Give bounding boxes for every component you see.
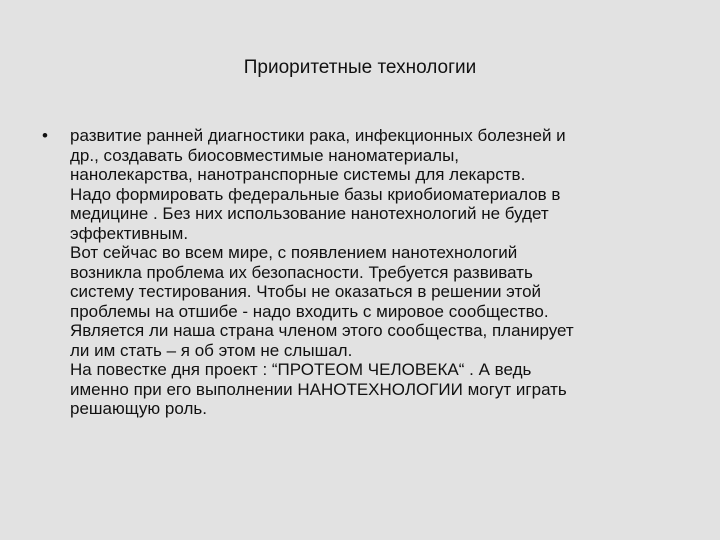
bullet-text-line: нанолекарства, нанотранспорные системы для лекарств. xyxy=(70,165,526,184)
slide-title: Приоритетные технологии xyxy=(243,57,477,78)
bullet-text-line: систему тестирования. Чтобы не оказаться в решении этой xyxy=(70,282,542,301)
bullet-text-line: возникла проблема их безопасности. Требуется развивать xyxy=(70,262,533,282)
bullet-text-line: др., создавать биосовместимые наноматериалы, xyxy=(70,145,460,165)
bullet-text-line: медицине . Без них использование нанотехнологий не будет xyxy=(70,204,549,223)
bullet-list xyxy=(36,126,696,419)
bullet-text-line: проблемы на отшибе - надо входить с мировое сообщество. xyxy=(70,301,549,321)
bullet-text-line: Является ли наша страна членом этого сообщества, планирует xyxy=(70,321,574,340)
bullet-text-line: решающую роль. xyxy=(70,399,207,418)
bullet-text-line: именно при его выполнении НАНОТЕХНОЛОГИИ могут играть xyxy=(70,379,567,399)
bullet-text-line: На повестке дня проект : “ПРОТЕОМ ЧЕЛОВЕКА“ . А ведь xyxy=(70,360,532,379)
bullet-icon: • xyxy=(42,126,48,145)
bullet-item xyxy=(36,126,696,419)
bullet-text-line: развитие ранней диагностики рака, инфекционных болезней и xyxy=(70,126,566,145)
bullet-text-line: эффективным. xyxy=(70,223,189,243)
bullet-text-line: Надо формировать федеральные базы криобиоматериалов в xyxy=(70,184,561,204)
bullet-text-line: Вот сейчас во всем мире, с появлением нанотехнологий xyxy=(70,243,518,262)
bullet-text-line: ли им стать – я об этом не слышал. xyxy=(70,340,353,360)
